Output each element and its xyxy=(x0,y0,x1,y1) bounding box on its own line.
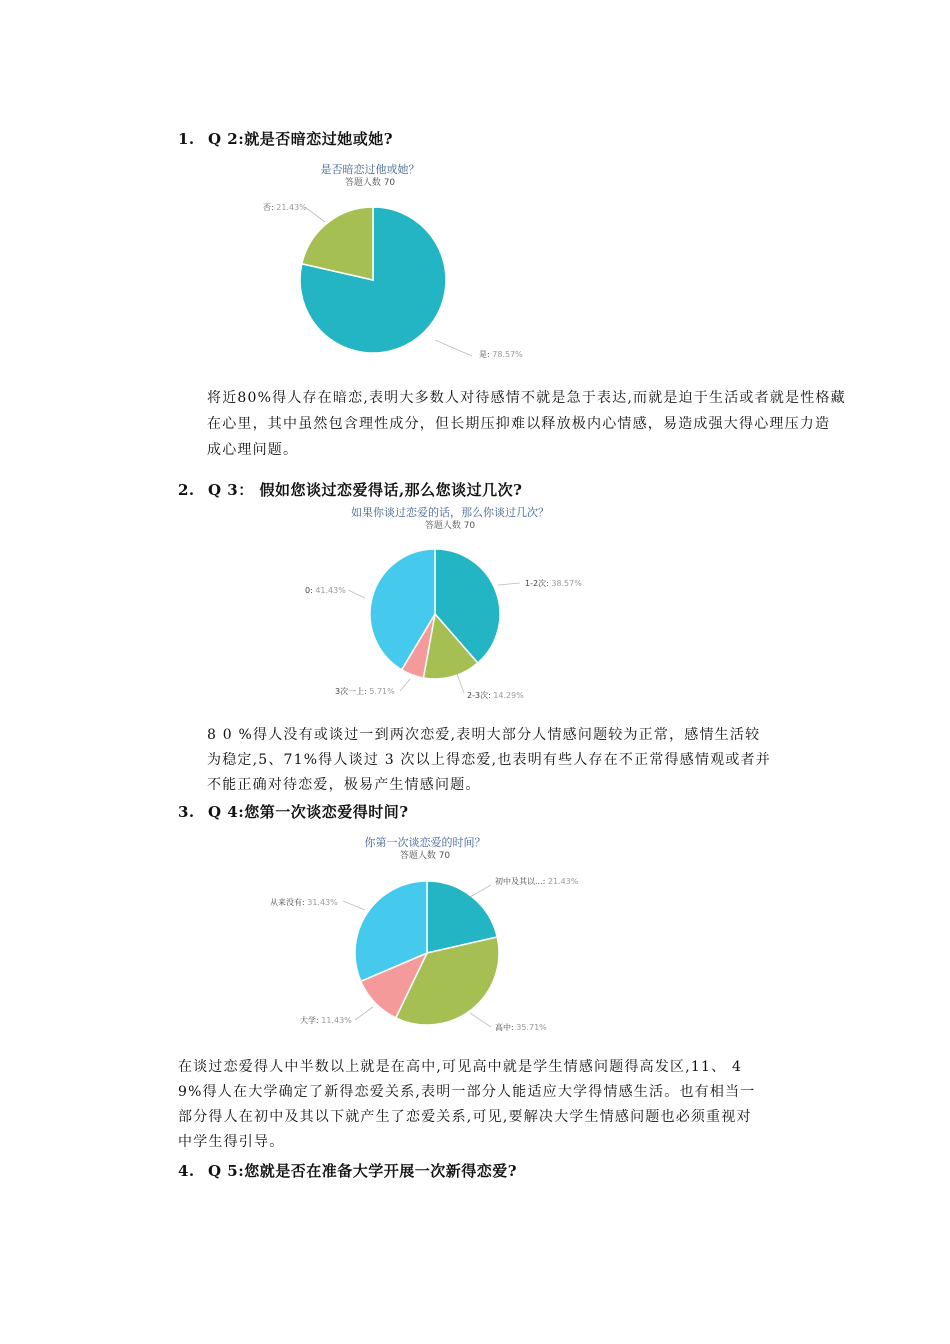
paragraph-line: 在心里，其中虽然包含理性成分，但长期压抑难以释放极内心情感，易造成强大得心理压力造 xyxy=(207,416,831,432)
slice-label-name: 3次一上: xyxy=(335,687,370,696)
paragraph-line: 中学生得引导。 xyxy=(178,1134,285,1150)
slice-label-percent: 31.43% xyxy=(307,898,338,907)
question-number: 1. xyxy=(178,130,195,148)
slice-label xyxy=(305,586,346,595)
slice-leader-line xyxy=(457,674,464,693)
slice-label-percent: 38.57% xyxy=(551,579,582,588)
question-heading-q3 xyxy=(178,479,522,500)
slice-leader-line xyxy=(435,340,472,356)
chart-subtitle: 答题人数 70 xyxy=(424,521,476,531)
slice-leader-line xyxy=(498,583,520,585)
paragraph-line: 为稳定,5、71%得人谈过 3 次以上得恋爱,也表明有些人存在不正常得感情观或者并 xyxy=(207,752,771,768)
slice-label xyxy=(495,876,579,886)
paragraph-line: 8 0 %得人没有或谈过一到两次恋爱,表明大部分人情感问题较为正常，感情生活较 xyxy=(207,727,761,743)
slice-label xyxy=(525,578,582,588)
slice-leader-line xyxy=(305,207,325,222)
slice-leader-line xyxy=(343,901,365,910)
question-heading-q2 xyxy=(178,128,393,149)
paragraph-line: 成心理问题。 xyxy=(207,442,299,458)
question-number: 2. xyxy=(178,481,195,499)
slice-label-name: 高中: xyxy=(495,1023,517,1032)
question-heading-q5 xyxy=(178,1160,517,1181)
chart-title: 是否暗恋过他或她？ xyxy=(320,163,420,176)
paragraph-line: 将近80%得人存在暗恋,表明大多数人对待感情不就是急于表达,而就是迫于生活或者就是性格藏 xyxy=(207,390,846,406)
question-text: Q 2:就是否暗恋过她或她? xyxy=(208,130,394,148)
pie-chart-q3 xyxy=(290,505,610,705)
slice-label-percent: 21.43% xyxy=(276,203,307,212)
slice-label-name: 大学: xyxy=(300,1016,322,1025)
analysis-paragraph-q4 xyxy=(178,1055,755,1155)
slice-leader-line xyxy=(400,679,410,691)
slice-label-percent: 35.71% xyxy=(516,1023,547,1032)
pie-chart-q4-svg xyxy=(255,835,595,1035)
slice-label xyxy=(495,1022,547,1032)
paragraph-line: 9%得人在大学确定了新得恋爱关系,表明一部分人能适应大学得情感生活。也有相当一 xyxy=(178,1084,756,1100)
slice-label xyxy=(300,1015,352,1025)
slice-label xyxy=(335,686,395,696)
slice-label xyxy=(479,350,523,359)
slice-leader-line xyxy=(470,1013,491,1027)
slice-label xyxy=(263,203,307,212)
question-text: Q 3： 假如您谈过恋爱得话,那么您谈过几次? xyxy=(208,481,523,499)
question-heading-q4 xyxy=(178,801,409,822)
chart-subtitle: 答题人数 70 xyxy=(344,178,396,188)
slice-label-percent: 78.57% xyxy=(492,350,523,359)
analysis-paragraph-q3 xyxy=(207,723,771,798)
slice-label-name: 初中及其以...: xyxy=(495,877,548,886)
question-text: Q 5:您就是否在准备大学开展一次新得恋爱? xyxy=(208,1162,518,1180)
slice-label-name: 0: xyxy=(305,586,316,595)
slice-label-percent: 21.43% xyxy=(547,877,579,886)
paragraph-line: 部分得人在初中及其以下就产生了恋爱关系,可见,要解决大学生情感问题也必须重视对 xyxy=(178,1109,752,1125)
slice-label-percent: 41.43% xyxy=(315,586,346,595)
chart-subtitle: 答题人数 70 xyxy=(399,851,451,861)
slice-label xyxy=(270,897,338,907)
pie-chart-q2 xyxy=(250,160,523,370)
slice-label xyxy=(467,690,524,700)
slice-label-percent: 5.71% xyxy=(369,687,395,696)
chart-title: 你第一次谈恋爱的时间？ xyxy=(364,836,486,849)
slice-label-name: 否: xyxy=(263,203,277,212)
slice-label-percent: 14.29% xyxy=(493,691,524,700)
slice-label-name: 2-3次: xyxy=(467,691,494,700)
slice-label-percent: 11.43% xyxy=(321,1016,352,1025)
pie-chart-q2-svg xyxy=(250,160,523,370)
question-text: Q 4:您第一次谈恋爱得时间? xyxy=(208,803,409,821)
slice-label-name: 从来没有: xyxy=(270,898,308,907)
slice-leader-line xyxy=(348,590,365,598)
slice-label-name: 1-2次: xyxy=(525,579,552,588)
chart-title: 如果你谈过恋爱的话，那么你谈过几次？ xyxy=(351,506,549,519)
pie-chart-q4 xyxy=(255,835,595,1035)
paragraph-line: 不能正确对待恋爱，极易产生情感问题。 xyxy=(207,777,481,793)
paragraph-line: 在谈过恋爱得人中半数以上就是在高中,可见高中就是学生情感问题得高发区,11、 4 xyxy=(178,1059,743,1075)
question-number: 3. xyxy=(178,803,195,821)
slice-leader-line xyxy=(355,1007,373,1020)
slice-label-name: 是: xyxy=(479,350,493,359)
question-number: 4. xyxy=(178,1162,195,1180)
analysis-paragraph-q2 xyxy=(207,385,846,463)
pie-chart-q3-svg xyxy=(290,505,610,705)
slice-leader-line xyxy=(470,885,491,897)
